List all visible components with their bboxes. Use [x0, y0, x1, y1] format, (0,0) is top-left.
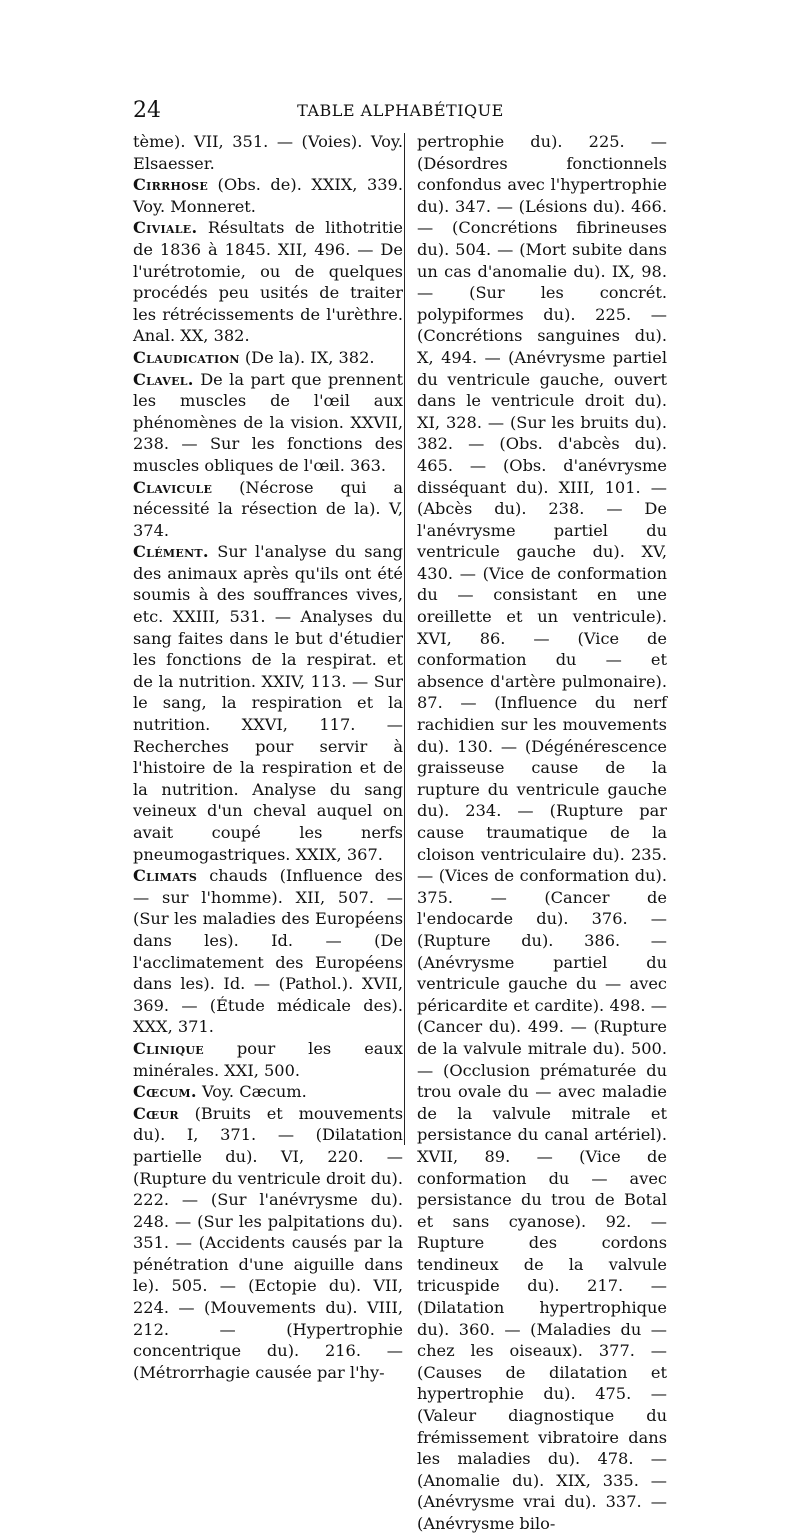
- index-entry: [133, 217, 403, 347]
- left-column: [133, 131, 403, 1382]
- index-entry: [133, 477, 403, 542]
- entry-heading: Claudication: [133, 347, 240, 367]
- index-entry: [133, 1103, 403, 1384]
- entry-text: Voy. Cæcum.: [201, 1082, 307, 1102]
- page-header: [133, 98, 668, 128]
- entry-text: De la part que prennent les muscles de l'œil aux phénomènes de la vision. XXVII, 238. — Sur les fonctions des muscles obliques de l'œil. 363.: [133, 369, 403, 475]
- entry-text: (De la). IX, 382.: [244, 347, 375, 367]
- entry-text: Sur l'analyse du sang des animaux après qu'ils ont été soumis à des souffrances vives, etc. XXIII, 531. — Analyses du sang faites dans le but d'étudier les fonctions de la respirat. et de la nutrition. XXIV, 113. — Sur le sang, la respiration et la nutrition. XXVI, 117. — Recherches pour servir à l'histoire de la respiration et de la nutrition. Analyse du sang veineux d'un cheval auquel on avait coupé les nerfs pneumogastriques. XXIX, 367.: [133, 542, 403, 864]
- entry-heading: Civiale.: [133, 218, 198, 238]
- entry-heading: Climats: [133, 866, 198, 886]
- index-entry: [133, 865, 403, 1038]
- entry-text: (Bruits et mouvements du). I, 371. — (Dilatation partielle du). VI, 220. — (Rupture du ventricule droit du). 222. — (Sur l'anévrysme du). 248. — (Sur les palpitations du). 351. — (Accidents causés par la pénétration d'une aiguille dans le). 505. — (Ectopie du). VII, 224. — (Mouvements du). VIII, 212. — (Hypertrophie concentrique du). 216. — (Métrorrhagie causée par l'hy-: [133, 1103, 403, 1382]
- entry-text: (Nécrose qui a nécessité la résection de la). V, 374.: [133, 477, 403, 540]
- entry-text: pour les eaux minérales. XXI, 500.: [133, 1038, 403, 1080]
- running-title: TABLE ALPHABÉTIQUE: [297, 101, 504, 120]
- entry-heading: Clément.: [133, 542, 209, 562]
- entry-text: Résultats de lithotritie de 1836 à 1845. XII, 496. — De l'urétrotomie, ou de quelques procédés peu usités de traiter les rétrécissements de l'urèthre. Anal. XX, 382.: [133, 218, 403, 346]
- index-entry: [417, 131, 667, 1535]
- entry-text: (Obs. de). XXIX, 339. Voy. Monneret.: [133, 175, 403, 216]
- index-entry: [133, 131, 403, 174]
- right-column: [417, 131, 667, 1533]
- index-entry: [133, 541, 403, 865]
- index-entry: [133, 1038, 403, 1081]
- entry-heading: Clavel.: [133, 369, 194, 389]
- entry-text: tème). VII, 351. — (Voies). Voy. Elsaesser.: [133, 132, 403, 173]
- entry-heading: Cœcum.: [133, 1082, 197, 1102]
- entry-heading: Clinique: [133, 1038, 204, 1058]
- index-entry: [133, 1081, 403, 1103]
- column-divider: [404, 133, 405, 1145]
- page-number: 24: [133, 98, 161, 123]
- index-entry: [133, 174, 403, 217]
- index-entry: [133, 347, 403, 369]
- index-entry: [133, 369, 403, 477]
- entry-text: chauds (Influence des — sur l'homme). XII, 507. — (Sur les maladies des Européens dans les). Id. — (De l'acclimatement des Européens dans les). Id. — (Pathol.). XVII, 369. — (Étude médicale des). XXX, 371.: [133, 866, 403, 1037]
- entry-heading: Cœur: [133, 1103, 179, 1123]
- entry-heading: Cirrhose: [133, 175, 209, 195]
- entry-text: pertrophie du). 225. — (Désordres fonctionnels confondus avec l'hypertrophie du). 347. — (Lésions du). 466. — (Concrétions fibrineuses du). 504. — (Mort subite dans un cas d'anomalie du). IX, 98. — (Sur les concrét. polypiformes du). 225. — (Concrétions sanguines du). X, 494. — (Anévrysme partiel du ventricule gauche, ouvert dans le ventricule droit du). XI, 328. — (Sur les bruits du). 382. — (Obs. d'abcès du). 465. — (Obs. d'anévrysme disséquant du). XIII, 101. — (Abcès du). 238. — De l'anévrysme partiel du ventricule gauche du). XV, 430. — (Vice de conformation du — consistant en une oreillette et un ventricule). XVI, 86. — (Vice de conformation du — et absence d'artère pulmonaire). 87. — (Influence du nerf rachidien sur les mouvements du). 130. — (Dégénérescence graisseuse cause de la rupture du ventricule gauche du). 234. — (Rupture par cause traumatique de la cloison ventriculaire du). 235. — (Vices de conformation du). 375. — (Cancer de l'endocarde du). 376. — (Rupture du). 386. — (Anévrysme partiel du ventricule gauche du — avec péricardite et cardite). 498. — (Cancer du). 499. — (Rupture de la valvule mitrale du). 500. — (Occlusion prématurée du trou ovale du — avec maladie de la valvule mitrale et persistance du canal artériel). XVII, 89. — (Vice de conformation du — avec persistance du trou de Botal et sans cyanose). 92. — Rupture des cordons tendineux de la valvule tricuspide du). 217. — (Dilatation hypertrophique du). 360. — (Maladies du — chez les oiseaux). 377. — (Causes de dilatation et hypertrophie du). 475. — (Valeur diagnostique du frémissement vibratoire dans les maladies du). 478. — (Anomalie du). XIX, 335. — (Anévrysme vrai du). 337. — (Anévrysme bilo-: [417, 132, 667, 1533]
- entry-heading: Clavicule: [133, 477, 213, 497]
